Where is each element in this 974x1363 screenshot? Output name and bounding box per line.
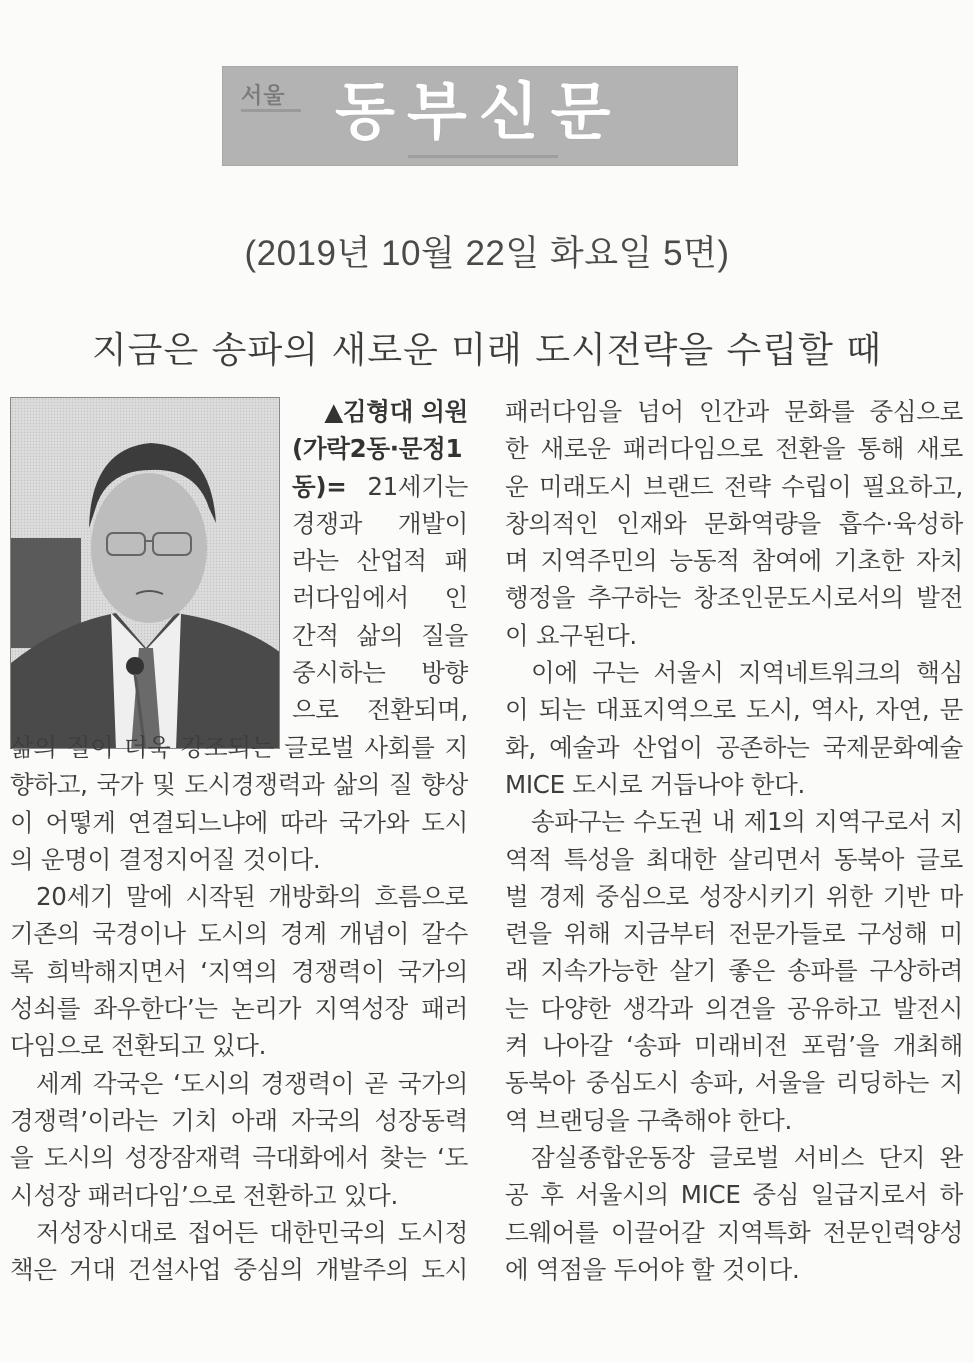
paragraph-start-line: 송파구는 수도권 내 제1의 지역구로서 지 xyxy=(531,807,963,837)
byline-name: ▲김형대 의원 xyxy=(324,397,468,426)
article-line: 역적 특성을 최대한 살리면서 동북아 글로 xyxy=(505,844,963,874)
article-line: 래 지속가능한 살기 좋은 송파를 구상하려 xyxy=(505,956,963,986)
paragraph-start-line: 잠실종합운동장 글로벌 서비스 단지 완 xyxy=(531,1142,963,1172)
paragraph-start-line: 20세기 말에 시작된 개방화의 흐름으로 xyxy=(36,882,468,912)
article-headline: 지금은 송파의 새로운 미래 도시전략을 수립할 때 xyxy=(91,330,883,371)
article-line: 이 어떻게 연결되느냐에 따라 국가와 도시 xyxy=(10,807,468,837)
article-line: 화, 예술과 산업이 공존하는 국제문화예술 xyxy=(505,732,963,762)
article-line: 간적 삶의 질을 xyxy=(292,620,468,650)
article-line: 이 되는 대표지역으로 도시, 역사, 자연, 문 xyxy=(505,695,963,725)
article-line: 삶의 질이 더욱 강조되는 글로벌 사회를 지 xyxy=(10,733,468,762)
masthead-city-label: 서울 xyxy=(241,84,286,109)
paragraph-start-line: 세계 각국은 ‘도시의 경쟁력이 곧 국가의 xyxy=(36,1068,468,1098)
byline-district-end: 동)= xyxy=(292,471,347,501)
article-line: 드웨어를 이끌어갈 지역특화 전문인력양성 xyxy=(505,1217,963,1247)
article-line: 동북아 중심도시 송파, 서울을 리딩하는 지 xyxy=(505,1068,963,1098)
masthead-tagline-decor xyxy=(241,109,301,112)
article-line: 을 도시의 성장잠재력 극대화에서 찾는 ‘도 xyxy=(10,1143,468,1173)
article-line: 러다임에서 인 xyxy=(292,583,468,613)
article-line: 경쟁과 개발이 xyxy=(292,508,468,538)
article-line: 록 희박해지면서 ‘지역의 경쟁력이 국가의 xyxy=(10,956,468,986)
publication-date: (2019년 10월 22일 화요일 5면) xyxy=(244,234,730,273)
byline-district: (가락2동·문정1 xyxy=(292,434,463,464)
article-line: 련을 위해 지금부터 전문가들로 구성해 미 xyxy=(505,919,963,949)
article-column-right xyxy=(505,393,963,1288)
article-line: MICE 도시로 거듭나야 한다. xyxy=(505,769,806,799)
article-line: 시성장 패러다임’으로 전환하고 있다. xyxy=(10,1180,398,1210)
masthead-title: 동부신문 xyxy=(335,75,623,148)
article-line: 는 다양한 생각과 의견을 공유하고 발전시 xyxy=(505,993,963,1023)
article-line: 책은 거대 건설사업 중심의 개발주의 도시 xyxy=(10,1255,468,1285)
article-text-start: 21세기는 xyxy=(346,471,468,501)
masthead-url-decor xyxy=(408,155,558,158)
article-line: 다임으로 전환되고 있다. xyxy=(10,1031,267,1061)
article-line: 향하고, 국가 및 도시경쟁력과 삶의 질 향상 xyxy=(10,770,468,800)
paragraph-start-line: 이에 구는 서울시 지역네트워크의 핵심 xyxy=(531,658,963,688)
article-line: 운 미래도시 브랜드 전략 수립이 필요하고, xyxy=(505,471,963,501)
article-line: 행정을 추구하는 창조인문도시로서의 발전 xyxy=(505,583,963,613)
article-line: 창의적인 인재와 문화역량을 흡수·육성하 xyxy=(505,508,963,538)
article-line: 켜 나아갈 ‘송파 미래비전 포럼’을 개최해 xyxy=(505,1031,963,1061)
article-line: 에 역점을 두어야 할 것이다. xyxy=(505,1254,800,1284)
article-line: 며 지역주민의 능동적 참여에 기초한 자치 xyxy=(505,546,963,576)
author-photo xyxy=(10,397,280,749)
article-line: 라는 산업적 패 xyxy=(292,546,468,576)
paragraph-start-line: 저성장시대로 접어든 대한민국의 도시정 xyxy=(36,1217,468,1247)
article-line: 성쇠를 좌우한다’는 논리가 지역성장 패러 xyxy=(10,994,468,1024)
article-column-narrow xyxy=(292,393,468,729)
article-line: 이 요구된다. xyxy=(505,620,637,650)
article-line: 공 후 서울시의 MICE 중심 일급지로서 하 xyxy=(505,1180,963,1210)
newspaper-masthead xyxy=(222,66,738,166)
article-column-left xyxy=(10,729,468,1288)
article-line: 경쟁력’이라는 기치 아래 자국의 성장동력 xyxy=(10,1105,468,1135)
portrait-image-icon xyxy=(11,398,280,749)
article-line: 한 새로운 패러다임으로 전환을 통해 새로 xyxy=(505,434,963,464)
article-line: 기존의 국경이나 도시의 경계 개념이 갈수 xyxy=(10,919,468,949)
article-line: 의 운명이 결정지어질 것이다. xyxy=(10,844,321,874)
article-line: 패러다임을 넘어 인간과 문화를 중심으로 xyxy=(505,397,963,426)
byline-continuation xyxy=(292,468,468,505)
article-line: 중시하는 방향 xyxy=(292,658,468,688)
article-line: 벌 경제 중심으로 성장시키기 위한 기반 마 xyxy=(505,881,963,911)
article-line: 역 브랜딩을 구축해야 한다. xyxy=(505,1105,792,1135)
article-line: 으로 전환되며, xyxy=(292,695,468,725)
